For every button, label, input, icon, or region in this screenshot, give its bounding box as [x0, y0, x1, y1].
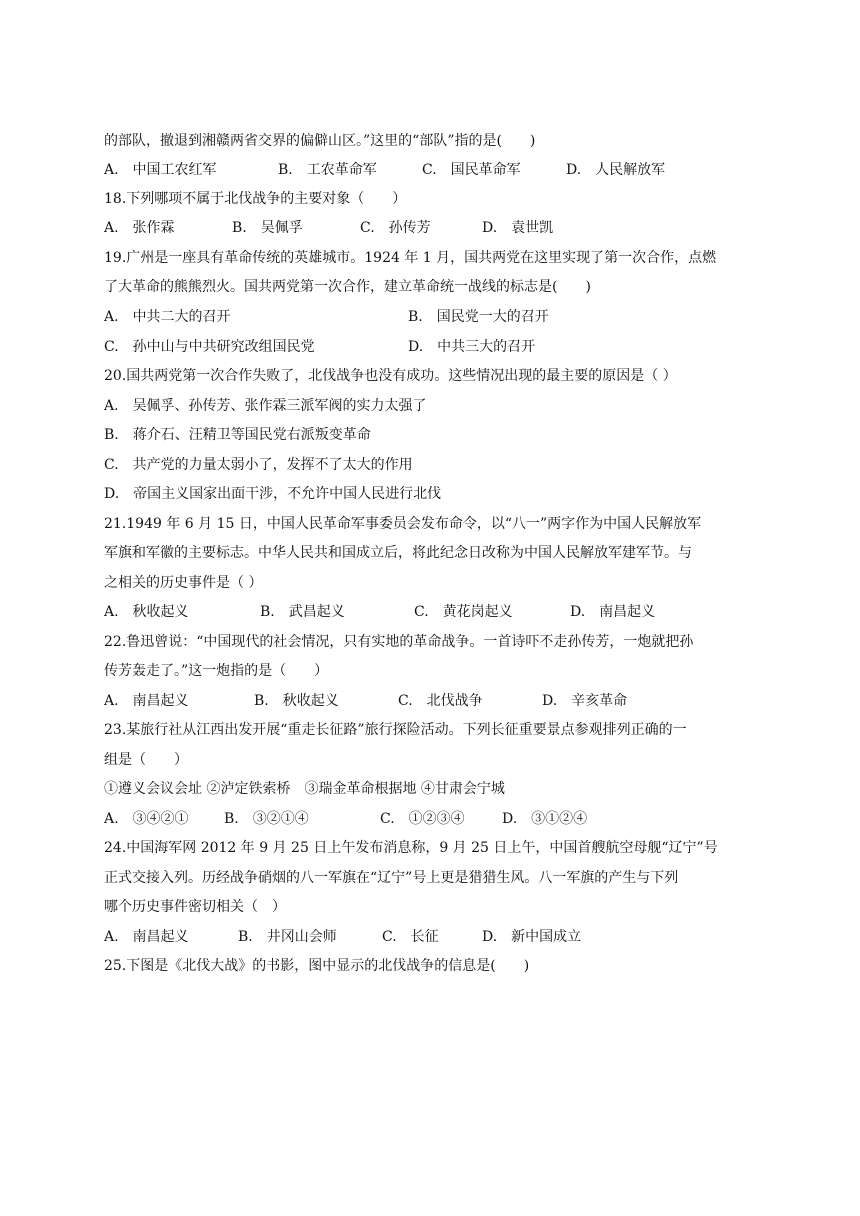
q23-option-a: A. ③④②①	[104, 811, 189, 827]
q17-option-a: A. 中国工农红军	[104, 162, 217, 178]
q17-option-c: C. 国民革命军	[422, 162, 521, 178]
q21-option-a: A. 秋收起义	[104, 604, 189, 620]
question-22-stem-line-2: 传芳轰走了。”这一炮指的是（ ）	[104, 663, 329, 679]
q23-option-d: D. ③①②④	[502, 811, 588, 827]
q19-option-a: A. 中共二大的召开	[104, 309, 231, 325]
question-21-stem-line-2: 军旗和军徽的主要标志。中华人民共和国成立后，将此纪念日改称为中国人民解放军建军节。与	[104, 545, 692, 561]
q22-option-d: D. 辛亥革命	[542, 693, 628, 709]
question-25-stem: 25.下图是《北伐大战》的书影，图中显示的北伐战争的信息是( )	[104, 958, 530, 974]
q20-option-b: B. 蒋介石、汪精卫等国民党右派叛变革命	[104, 427, 371, 443]
question-21-stem-line-3: 之相关的历史事件是（ ）	[104, 575, 263, 591]
q20-option-c: C. 共产党的力量太弱小了，发挥不了太大的作用	[104, 457, 413, 473]
question-17-stem-continuation: 的部队，撤退到湘赣两省交界的偏僻山区。”这里的“部队”指的是( )	[104, 133, 536, 149]
q17-option-d: D. 人民解放军	[566, 162, 666, 178]
question-20-stem: 20.国共两党第一次合作失败了，北伐战争也没有成功。这些情况出现的最主要的原因是（ ）	[104, 368, 677, 384]
q20-option-a: A. 吴佩孚、孙传芳、张作霖三派军阀的实力太强了	[104, 398, 427, 414]
question-22-stem-line-1: 22.鲁迅曾说：“中国现代的社会情况，只有实地的革命战争。一首诗吓不走孙传芳，一炮就把孙	[104, 634, 694, 650]
q22-option-c: C. 北伐战争	[398, 693, 483, 709]
q24-option-a: A. 南昌起义	[104, 929, 189, 945]
question-19-stem-line-2: 了大革命的熊熊烈火。国共两党第一次合作，建立革命统一战线的标志是( )	[104, 279, 591, 295]
q24-option-d: D. 新中国成立	[482, 929, 582, 945]
q23-option-b: B. ③②①④	[224, 811, 309, 827]
question-24-stem-line-3: 哪个历史事件密切相关（ ）	[104, 899, 286, 915]
q21-option-d: D. 南昌起义	[570, 604, 656, 620]
q17-option-b: B. 工农革命军	[278, 162, 377, 178]
q19-option-c: C. 孙中山与中共研究改组国民党	[104, 339, 315, 355]
q18-option-a: A. 张作霖	[104, 220, 175, 236]
question-24-stem-line-2: 正式交接入列。历经战争硝烟的八一军旗在“辽宁”号上更是猎猎生风。八一军旗的产生与下列	[104, 870, 679, 886]
q19-option-b: B. 国民党一大的召开	[408, 309, 549, 325]
question-19-stem-line-1: 19.广州是一座具有革命传统的英雄城市。1924 年 1 月，国共两党在这里实现了第一次合作，点燃	[104, 250, 717, 266]
q19-option-d: D. 中共三大的召开	[408, 339, 536, 355]
question-24-stem-line-1: 24.中国海军网 2012 年 9 月 25 日上午发布消息称，9 月 25 日上午，中国首艘航空母舰“辽宁”号	[104, 840, 718, 856]
q18-option-d: D. 袁世凯	[482, 220, 554, 236]
q18-option-c: C. 孙传芳	[360, 220, 431, 236]
q18-option-b: B. 吴佩孚	[232, 220, 303, 236]
question-23-stem-line-1: 23.某旅行社从江西出发开展“重走长征路”旅行探险活动。下列长征重要景点参观排列正确的一	[104, 722, 687, 738]
q21-option-b: B. 武昌起义	[260, 604, 345, 620]
q22-option-a: A. 南昌起义	[104, 693, 189, 709]
q21-option-c: C. 黄花岗起义	[414, 604, 513, 620]
question-18-stem: 18.下列哪项不属于北伐战争的主要对象（ ）	[104, 191, 407, 207]
q23-option-c: C. ①②③④	[380, 811, 465, 827]
q22-option-b: B. 秋收起义	[254, 693, 339, 709]
q24-option-c: C. 长征	[382, 929, 439, 945]
q20-option-d: D. 帝国主义国家出面干涉，不允许中国人民进行北伐	[104, 486, 442, 502]
question-21-stem-line-1: 21.1949 年 6 月 15 日，中国人民革命军事委员会发布命令，以“八一”两字作为中国人民解放军	[104, 516, 702, 532]
question-23-items: ①遵义会议会址 ②泸定铁索桥 ③瑞金革命根据地 ④甘肃会宁城	[104, 781, 505, 797]
q24-option-b: B. 井冈山会师	[238, 929, 337, 945]
question-23-stem-line-2: 组是（ ）	[104, 752, 188, 768]
